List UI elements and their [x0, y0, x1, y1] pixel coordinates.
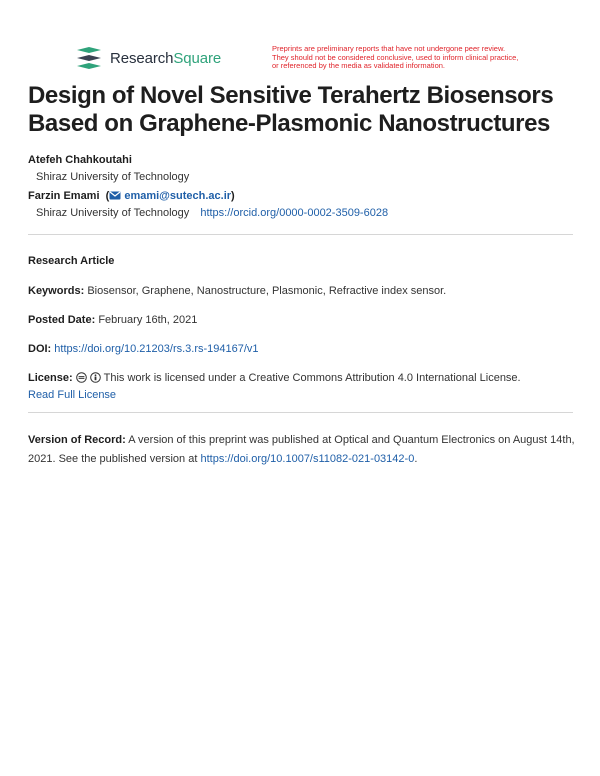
- research-square-logo-icon: [75, 47, 103, 69]
- author-name: Farzin Emami: [28, 190, 100, 202]
- disclaimer-line: They should not be considered conclusive, used to inform clinical practice,: [272, 52, 519, 62]
- posted-date-label: Posted Date:: [28, 314, 96, 326]
- posted-date-value: February 16th, 2021: [98, 314, 198, 326]
- version-of-record-row: [28, 431, 576, 469]
- paper-title: Design of Novel Sensitive Terahertz Biosensors Based on Graphene-Plasmonic Nanostructures: [28, 82, 554, 137]
- keywords-label: Keywords:: [28, 285, 85, 297]
- envelope-icon: [109, 191, 121, 200]
- email-close-paren: ): [231, 190, 235, 202]
- author-name: Atefeh Chahkoutahi: [28, 154, 132, 166]
- license-text: This work is licensed under a Creative Commons Attribution 4.0 International License.: [103, 372, 521, 384]
- preprint-disclaimer: [272, 45, 572, 71]
- divider: [28, 412, 573, 413]
- author-affiliation: Shiraz University of Technology: [36, 171, 190, 183]
- logo-text: [110, 50, 221, 67]
- creative-commons-icon: [76, 372, 87, 383]
- posted-date-row: [28, 312, 576, 329]
- orcid-link[interactable]: https://orcid.org/0000-0002-3509-6028: [200, 207, 389, 219]
- read-full-license-link[interactable]: Read Full License: [28, 389, 117, 401]
- keywords-row: [28, 283, 576, 300]
- published-version-link[interactable]: https://doi.org/10.1007/s11082-021-03142-0: [200, 453, 415, 465]
- author-email-link[interactable]: emami@sutech.ac.ir: [124, 190, 232, 202]
- divider: [28, 234, 573, 235]
- keywords-value: Biosensor, Graphene, Nanostructure, Plasmonic, Refractive index sensor.: [87, 285, 447, 297]
- author-row: [28, 190, 235, 202]
- logo-word-square: Square: [173, 49, 222, 67]
- version-of-record-end: .: [414, 453, 418, 465]
- license-row: [28, 370, 576, 404]
- disclaimer-line: or referenced by the media as validated information.: [272, 61, 446, 70]
- version-of-record-text: A version of this preprint was published at Optical and Quantum Electronics on August 14th, 2021. See the published version at: [28, 434, 575, 465]
- article-type: Research Article: [28, 255, 115, 267]
- attribution-icon: [90, 372, 101, 383]
- license-label: License:: [28, 372, 73, 384]
- email-open-paren: (: [102, 190, 110, 202]
- author-affiliation-row: [36, 207, 388, 219]
- version-of-record-label: Version of Record:: [28, 434, 126, 446]
- disclaimer-line: Preprints are preliminary reports that have not undergone peer review.: [272, 44, 506, 53]
- author-affiliation: Shiraz University of Technology: [36, 207, 190, 219]
- doi-row: [28, 341, 576, 358]
- doi-label: DOI:: [28, 343, 52, 355]
- research-square-logo[interactable]: [75, 47, 221, 69]
- doi-link[interactable]: https://doi.org/10.21203/rs.3.rs-194167/v1: [54, 343, 259, 355]
- logo-word-research: Research: [110, 49, 174, 67]
